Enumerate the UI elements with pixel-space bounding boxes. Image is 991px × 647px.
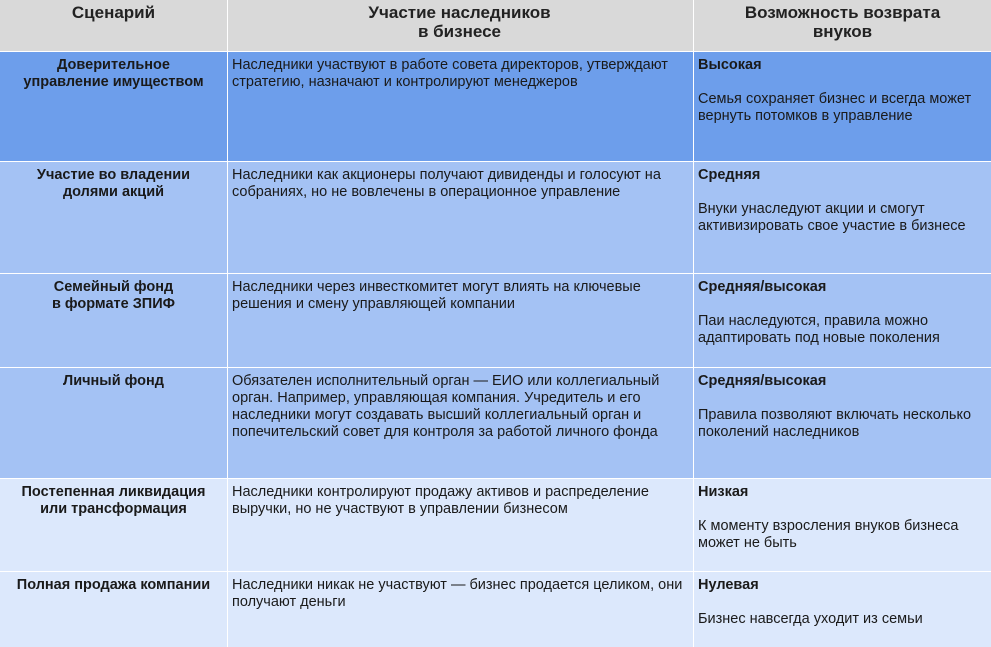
scenario-cell (0, 572, 228, 647)
return-cell (694, 368, 991, 478)
header-participation (228, 0, 694, 51)
rating-label: Низкая (698, 484, 749, 500)
participation-cell: Наследники как акционеры получают дивиденды и голосуют на собраниях, но не вовлечены в операционное управление (228, 162, 694, 273)
table-row (0, 52, 991, 162)
header-scenario-label: Сценарий (71, 3, 156, 22)
table-row (0, 479, 991, 572)
scenario-line1: Полная продажа компании (16, 577, 211, 593)
return-cell (694, 572, 991, 647)
rating-label: Средняя/высокая (698, 279, 827, 295)
rating-label: Высокая (698, 57, 762, 73)
scenario-line1: Участие во владении (36, 167, 191, 183)
scenario-cell (0, 274, 228, 367)
scenario-line2: управление имуществом (23, 74, 204, 90)
return-cell (694, 274, 991, 367)
table-header-row (0, 0, 991, 52)
rating-note: Семья сохраняет бизнес и всегда может вернуть потомков в управление (698, 91, 972, 124)
scenario-line1: Семейный фонд (53, 279, 174, 295)
rating-note: Паи наследуются, правила можно адаптировать под новые поколения (698, 313, 940, 346)
scenario-cell (0, 162, 228, 273)
rating-label: Нулевая (698, 577, 759, 593)
header-return-label (745, 3, 940, 41)
participation-cell: Наследники контролируют продажу активов и распределение выручки, но не участвуют в управлении бизнесом (228, 479, 694, 571)
scenario-line1: Личный фонд (63, 373, 164, 389)
participation-cell: Обязателен исполнительный орган — ЕИО или коллегиальный орган. Например, управляющая компания. Учредитель и его наследники могут создавать высший коллегиальный орган и попечительский совет для контроля за работой личного фонда (228, 368, 694, 478)
scenario-cell (0, 368, 228, 478)
header-return-line1: Возможность возврата (744, 3, 941, 22)
scenario-line1: Постепенная ликвидация (21, 484, 206, 500)
participation-cell: Наследники участвуют в работе совета директоров, утверждают стратегию, назначают и контролируют менеджеров (228, 52, 694, 161)
return-cell (694, 479, 991, 571)
header-participation-line2: в бизнесе (418, 22, 501, 41)
table-row (0, 162, 991, 274)
table-row (0, 572, 991, 647)
header-participation-line1: Участие наследников (368, 3, 551, 22)
scenario-line1: Доверительное (57, 57, 170, 73)
scenario-line2: в формате ЗПИФ (51, 296, 176, 312)
return-cell (694, 162, 991, 273)
rating-note: Внуки унаследуют акции и смогут активизировать свое участие в бизнесе (698, 201, 966, 234)
participation-cell: Наследники никак не участвуют — бизнес продается целиком, они получают деньги (228, 572, 694, 647)
scenario-line2: или трансформация (40, 501, 187, 517)
rating-note: Бизнес навсегда уходит из семьи (698, 611, 923, 627)
rating-label: Средняя/высокая (698, 373, 827, 389)
header-scenario (0, 0, 228, 51)
rating-note: К моменту взросления внуков бизнеса может не быть (698, 518, 959, 551)
rating-label: Средняя (698, 167, 761, 183)
scenario-cell (0, 52, 228, 161)
rating-note: Правила позволяют включать несколько поколений наследников (698, 407, 972, 440)
participation-cell: Наследники через инвесткомитет могут влиять на ключевые решения и смену управляющей компании (228, 274, 694, 367)
header-participation-label (368, 3, 550, 41)
header-return (694, 0, 991, 51)
header-return-line2: внуков (812, 22, 873, 41)
scenario-cell (0, 479, 228, 571)
scenario-line2: долями акций (62, 184, 165, 200)
return-cell (694, 52, 991, 161)
table-row (0, 368, 991, 479)
table-row (0, 274, 991, 368)
